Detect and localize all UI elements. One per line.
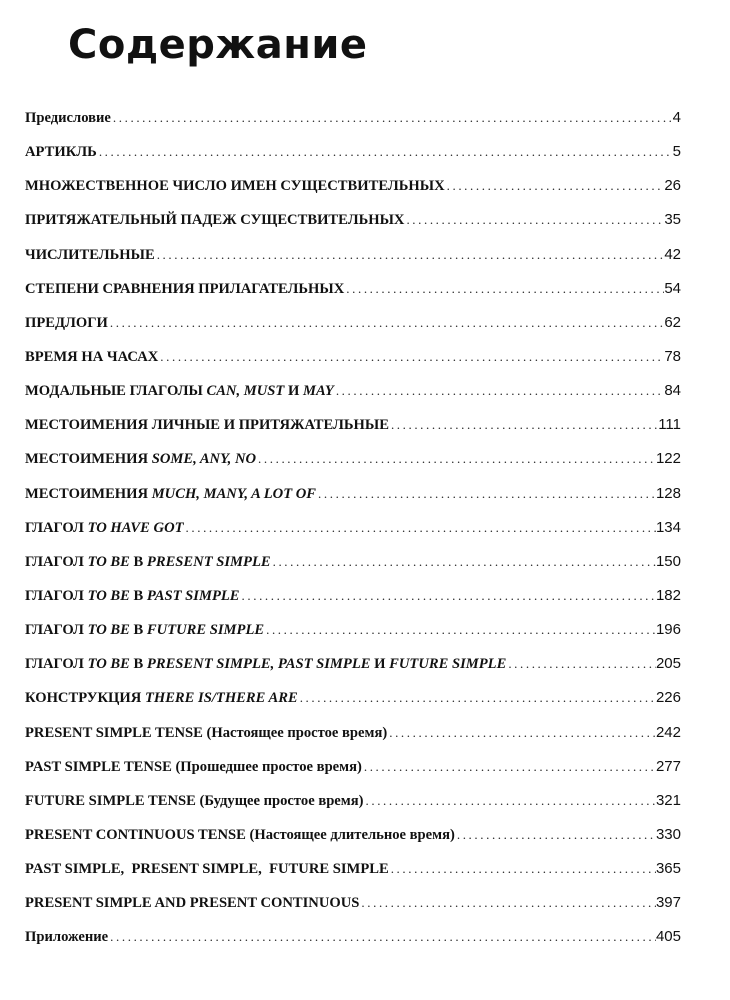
toc-entry[interactable] xyxy=(25,886,681,920)
toc-entry-title-part: ВРЕМЯ НА ЧАСАХ xyxy=(25,348,159,365)
toc-entry-title-part: ГЛАГОЛ xyxy=(25,553,88,570)
toc-entry-page-number: 4 xyxy=(672,109,681,126)
toc-entry-title xyxy=(25,886,359,920)
dot-leader xyxy=(240,588,656,604)
dot-leader xyxy=(389,861,656,877)
toc-entry-page-number: 111 xyxy=(658,416,681,434)
dot-leader xyxy=(359,895,656,911)
toc-entry[interactable] xyxy=(25,306,681,340)
toc-entry-title-part: ПРЕДЛОГИ xyxy=(25,314,108,331)
dot-leader xyxy=(506,656,656,672)
toc-entry-title-part: Приложение xyxy=(25,929,109,946)
page-title: Содержание xyxy=(68,22,368,68)
toc-entry-title-part: МЕСТОИМЕНИЯ xyxy=(25,451,152,468)
toc-entry-title-italic-part: FUTURE SIMPLE xyxy=(146,622,265,639)
toc-entry[interactable] xyxy=(25,340,681,374)
toc-entry-page-number: 405 xyxy=(655,928,681,946)
toc-entry-page-number: 42 xyxy=(664,245,681,263)
dot-leader xyxy=(364,793,656,809)
toc-entry-title-part: ЧИСЛИТЕЛЬНЫЕ xyxy=(25,246,155,263)
toc-entry-title-part: PAST SIMPLE, PRESENT SIMPLE, FUTURE SIMPLE xyxy=(25,861,389,878)
toc-entry-title-part: ГЛАГОЛ xyxy=(25,587,88,604)
dot-leader xyxy=(334,383,665,399)
toc-entry-title xyxy=(25,920,108,954)
toc-entry-title-part: PAST SIMPLE TENSE (Прошедшее простое время) xyxy=(25,758,362,775)
toc-entry-title-part: МНОЖЕСТВЕННОЕ ЧИСЛО ИМЕН СУЩЕСТВИТЕЛЬНЫХ xyxy=(25,178,445,195)
toc-entry-title-part: СТЕПЕНИ СРАВНЕНИЯ ПРИЛАГАТЕЛЬНЫХ xyxy=(25,280,345,297)
toc-entry-title-italic-part: PRESENT SIMPLE, PAST SIMPLE xyxy=(146,656,371,673)
toc-entry-page-number: 226 xyxy=(655,689,681,707)
toc-entry-page-number: 128 xyxy=(655,484,681,502)
toc-entry-page-number: 330 xyxy=(655,825,681,843)
toc-entry-title-part: МОДАЛЬНЫЕ ГЛАГОЛЫ xyxy=(25,383,207,400)
toc-entry-page-number: 134 xyxy=(655,518,681,536)
toc-entry-page-number: 242 xyxy=(655,723,681,741)
toc-entry-title xyxy=(25,511,184,545)
dot-leader xyxy=(455,827,656,843)
toc-entry-title xyxy=(25,818,455,852)
dot-leader xyxy=(264,622,656,638)
toc-entry-title-part: В xyxy=(129,656,147,673)
toc-entry[interactable] xyxy=(25,238,681,272)
toc-entry-title-italic-part: TO BE xyxy=(87,553,130,570)
toc-entry-title xyxy=(25,169,445,203)
toc-entry[interactable] xyxy=(25,750,681,784)
toc-entry-title-part: PRESENT CONTINUOUS TENSE (Настоящее длительное время) xyxy=(25,826,455,843)
toc-entry-page-number: 365 xyxy=(655,860,681,878)
toc-entry-title-italic-part: FUTURE SIMPLE xyxy=(389,656,507,673)
toc-entry[interactable] xyxy=(25,272,681,306)
toc-entry-title xyxy=(25,203,404,237)
toc-entry-title-italic-part: PRESENT SIMPLE xyxy=(146,553,271,570)
dot-leader xyxy=(97,144,673,160)
toc-entry-title xyxy=(25,272,344,306)
dot-leader xyxy=(111,110,673,126)
dot-leader xyxy=(387,725,656,741)
toc-entry-title-italic-part: MAY xyxy=(302,383,334,400)
toc-entry-title-italic-part: THERE IS/THERE ARE xyxy=(144,690,298,707)
toc-entry[interactable] xyxy=(25,203,681,237)
toc-entry[interactable] xyxy=(25,511,681,545)
dot-leader xyxy=(158,349,664,365)
toc-entry[interactable] xyxy=(25,647,681,681)
toc-entry[interactable] xyxy=(25,579,681,613)
dot-leader xyxy=(445,178,665,194)
dot-leader xyxy=(184,520,656,536)
toc-entry-title xyxy=(25,613,264,647)
toc-entry-title-part: МЕСТОИМЕНИЯ xyxy=(25,485,152,502)
toc-entry-title xyxy=(25,579,240,613)
toc-entry-title xyxy=(25,750,362,784)
toc-entry-title-italic-part: MUCH, MANY, A LOT OF xyxy=(151,485,317,502)
dot-leader xyxy=(362,759,656,775)
toc-entry-title xyxy=(25,340,158,374)
dot-leader xyxy=(344,281,664,297)
dot-leader xyxy=(404,212,664,228)
dot-leader xyxy=(108,315,664,331)
toc-entry[interactable] xyxy=(25,374,681,408)
toc-entry[interactable] xyxy=(25,442,681,476)
toc-entry[interactable] xyxy=(25,169,681,203)
toc-entry-title-italic-part: TO HAVE GOT xyxy=(87,519,184,536)
toc-entry-title xyxy=(25,784,364,818)
toc-entry-title xyxy=(25,135,97,169)
toc-entry-title-part: PRESENT SIMPLE AND PRESENT CONTINUOUS xyxy=(25,895,360,912)
toc-entry-page-number: 35 xyxy=(664,211,681,229)
toc-entry-title xyxy=(25,852,389,886)
toc-entry-title-part: PRESENT SIMPLE TENSE (Настоящее простое время) xyxy=(25,724,388,741)
toc-entry-title-part: ПРИТЯЖАТЕЛЬНЫЙ ПАДЕЖ СУЩЕСТВИТЕЛЬНЫХ xyxy=(25,212,405,229)
dot-leader xyxy=(271,554,656,570)
toc-entry-title-part: МЕСТОИМЕНИЯ ЛИЧНЫЕ И ПРИТЯЖАТЕЛЬНЫЕ xyxy=(25,417,389,434)
toc-entry[interactable] xyxy=(25,852,681,886)
toc-entry-page-number: 54 xyxy=(664,279,681,297)
toc-entry-title-italic-part: PAST SIMPLE xyxy=(146,587,240,604)
toc-entry-title xyxy=(25,681,298,715)
dot-leader xyxy=(155,247,665,263)
toc-entry-page-number: 78 xyxy=(664,347,681,365)
dot-leader xyxy=(108,929,656,945)
toc-entry-title-part: В xyxy=(129,622,147,639)
dot-leader xyxy=(298,690,656,706)
toc-entry-page-number: 397 xyxy=(655,894,681,912)
toc-entry-page-number: 150 xyxy=(655,552,681,570)
dot-leader xyxy=(316,486,656,502)
toc-entry-title-part: FUTURE SIMPLE TENSE (Будущее простое время) xyxy=(25,792,364,809)
toc-entry-title xyxy=(25,545,271,579)
toc-entry-page-number: 122 xyxy=(655,450,681,468)
toc-entry[interactable] xyxy=(25,920,681,954)
table-of-contents xyxy=(25,101,681,955)
toc-entry[interactable] xyxy=(25,135,681,169)
toc-entry[interactable] xyxy=(25,101,681,135)
toc-entry-title xyxy=(25,647,506,681)
toc-entry[interactable] xyxy=(25,613,681,647)
toc-entry-page-number: 62 xyxy=(664,313,681,331)
toc-entry-title xyxy=(25,442,256,476)
toc-entry-title-italic-part: TO BE xyxy=(87,622,130,639)
toc-entry-title-part: Предисловие xyxy=(25,110,111,126)
dot-leader xyxy=(389,417,658,433)
toc-entry-page-number: 196 xyxy=(655,621,681,639)
toc-entry-title xyxy=(25,306,108,340)
toc-entry-page-number: 321 xyxy=(655,791,681,809)
toc-entry-title-part: КОНСТРУКЦИЯ xyxy=(25,690,145,707)
toc-entry-title-italic-part: SOME, ANY, NO xyxy=(151,451,257,468)
toc-entry-title xyxy=(25,374,334,408)
toc-entry-page-number: 84 xyxy=(664,382,681,400)
toc-entry-title-italic-part: CAN, MUST xyxy=(206,383,285,400)
toc-entry[interactable] xyxy=(25,716,681,750)
toc-entry-title xyxy=(25,408,389,442)
toc-entry-page-number: 5 xyxy=(672,143,681,161)
toc-entry[interactable] xyxy=(25,818,681,852)
toc-entry-title-part: ГЛАГОЛ xyxy=(25,622,88,639)
toc-entry[interactable] xyxy=(25,681,681,715)
toc-entry-title-part: ГЛАГОЛ xyxy=(25,519,88,536)
toc-entry[interactable] xyxy=(25,477,681,511)
toc-entry-title-part: В xyxy=(129,553,147,570)
toc-entry-title xyxy=(25,716,387,750)
dot-leader xyxy=(256,451,656,467)
toc-entry-title-part: И xyxy=(370,656,390,673)
toc-entry-title-part: АРТИКЛЬ xyxy=(25,144,97,161)
toc-entry-title-part: И xyxy=(284,383,303,400)
toc-entry-title xyxy=(25,477,316,511)
toc-entry-page-number: 277 xyxy=(655,757,681,775)
toc-entry[interactable] xyxy=(25,545,681,579)
toc-entry[interactable] xyxy=(25,784,681,818)
toc-entry-page-number: 26 xyxy=(664,177,681,195)
toc-entry-title xyxy=(25,238,155,272)
toc-entry-page-number: 182 xyxy=(655,586,681,604)
toc-entry-title xyxy=(25,101,111,135)
toc-entry-title-part: В xyxy=(129,587,147,604)
toc-entry-title-italic-part: TO BE xyxy=(87,656,130,673)
toc-entry-title-italic-part: TO BE xyxy=(87,587,130,604)
toc-entry[interactable] xyxy=(25,408,681,442)
toc-entry-page-number: 205 xyxy=(655,655,681,673)
toc-entry-title-part: ГЛАГОЛ xyxy=(25,656,88,673)
